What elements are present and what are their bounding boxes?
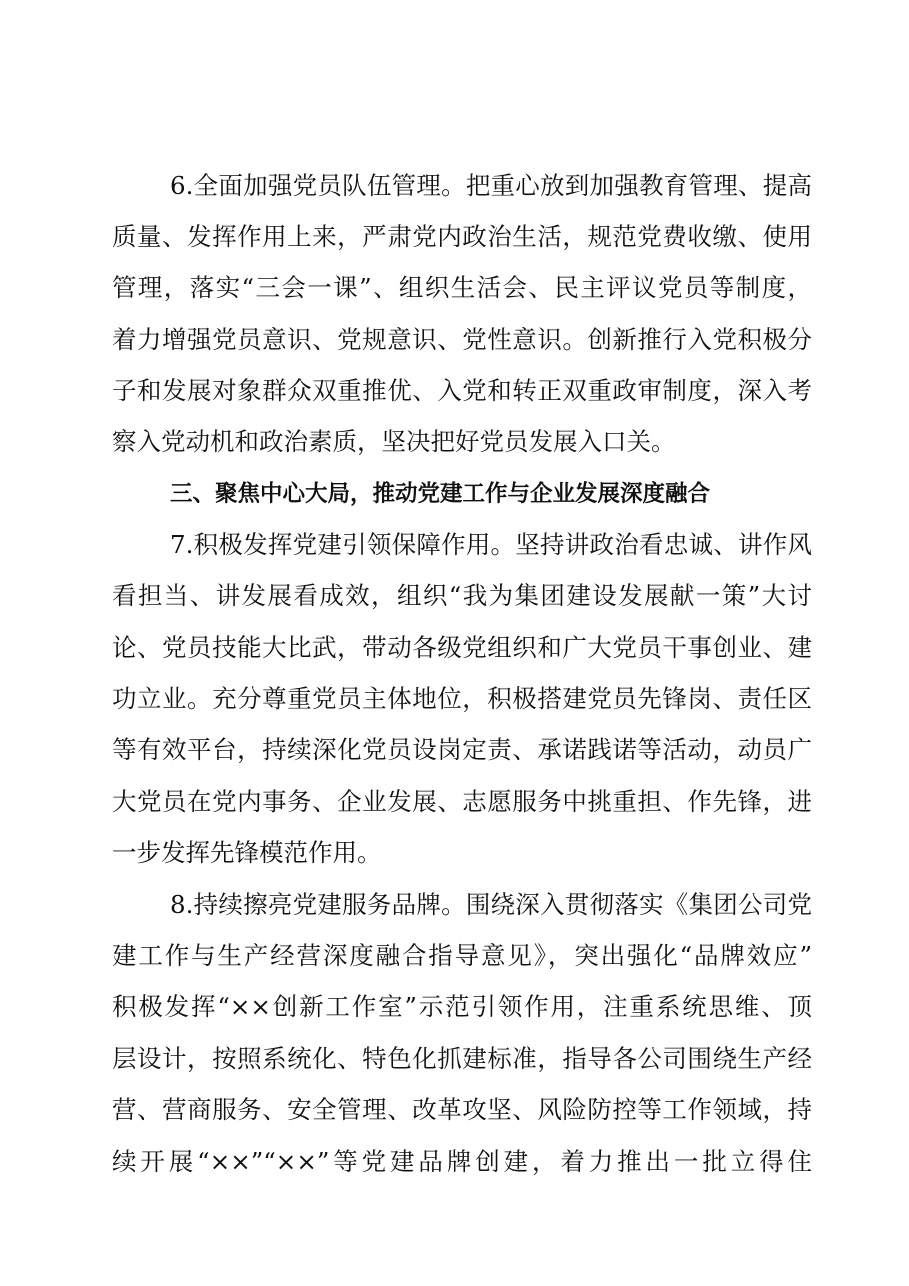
paragraph-6-line-4: 着力增强党员意识、党规意识、党性意识。创新推行入党积极分 — [112, 325, 812, 354]
paragraph-8-line-5: 营、营商服务、安全管理、改革攻坚、风险防控等工作领域，持 — [112, 1095, 812, 1124]
paragraph-8-line-3: 积极发挥“××创新工作室”示范引领作用，注重系统思维、顶 — [112, 992, 812, 1021]
paragraph-6-line-6: 察入党动机和政治素质，坚决把好党员发展入口关。 — [112, 427, 676, 456]
paragraph-7-line-1: 7.积极发挥党建引领保障作用。坚持讲政治看忠诚、讲作风 — [170, 530, 812, 559]
paragraph-8-line-4: 层设计，按照系统化、特色化抓建标准，指导各公司围绕生产经 — [112, 1044, 812, 1073]
paragraph-6-line-5: 子和发展对象群众双重推优、入党和转正双重政审制度，深入考 — [112, 376, 812, 405]
paragraph-7-line-7: 一步发挥先锋模范作用。 — [112, 838, 382, 867]
paragraph-8-line-2: 建工作与生产经营深度融合指导意见》，突出强化“品牌效应” — [112, 941, 812, 970]
paragraph-7-line-4: 功立业。充分尊重党员主体地位，积极搭建党员先锋岗、责任区 — [112, 684, 812, 713]
paragraph-7-line-6: 大党员在党内事务、企业发展、志愿服务中挑重担、作先锋，进 — [112, 787, 812, 816]
paragraph-8-line-6: 续开展“××”“××”等党建品牌创建，着力推出一批立得住 — [112, 1147, 812, 1176]
paragraph-7-line-3: 论、党员技能大比武，带动各级党组织和广大党员干事创业、建 — [112, 633, 812, 662]
paragraph-6-line-1: 6.全面加强党员队伍管理。把重心放到加强教育管理、提高 — [170, 171, 812, 200]
paragraph-7-line-5: 等有效平台，持续深化党员设岗定责、承诺践诺等活动，动员广 — [112, 735, 812, 764]
paragraph-6-line-2: 质量、发挥作用上来，严肃党内政治生活，规范党费收缴、使用 — [112, 222, 812, 251]
paragraph-6-line-3: 管理，落实“三会一课”、组织生活会、民主评议党员等制度， — [112, 273, 812, 302]
paragraph-7-line-2: 看担当、讲发展看成效，组织“我为集团建设发展献一策”大讨 — [112, 581, 812, 610]
section-3-heading: 三、聚焦中心大局，推动党建工作与企业发展深度融合 — [170, 481, 711, 507]
paragraph-8-line-1: 8.持续擦亮党建服务品牌。围绕深入贯彻落实《集团公司党 — [170, 890, 812, 919]
